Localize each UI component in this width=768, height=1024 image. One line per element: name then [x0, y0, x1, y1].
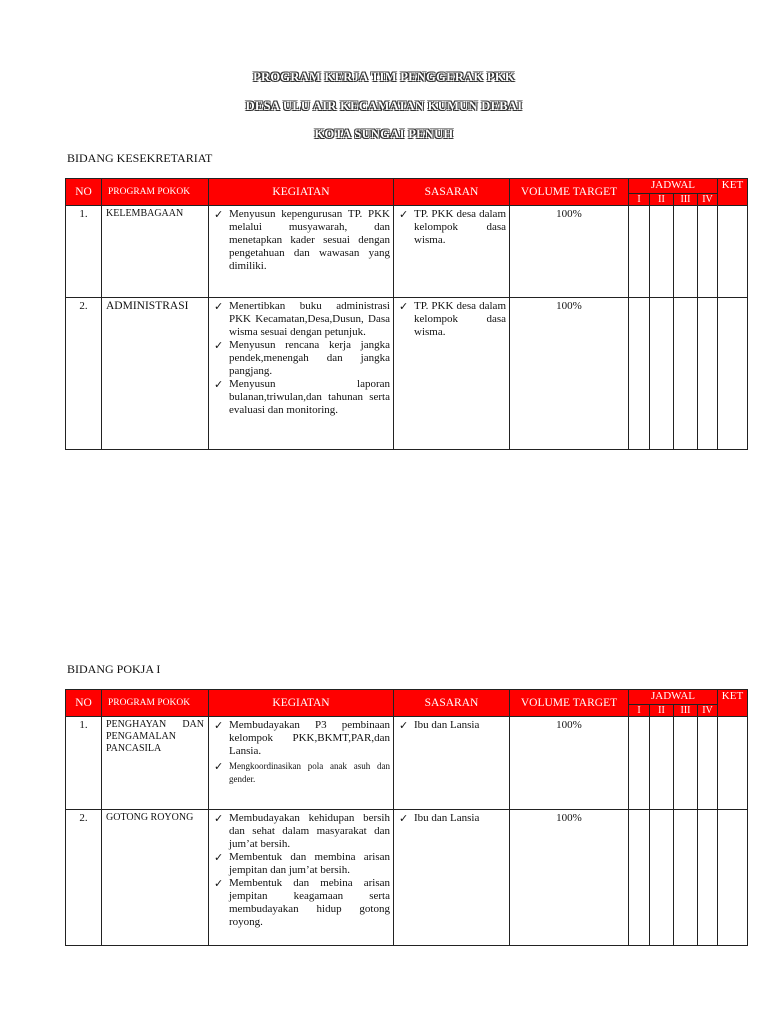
- check-icon: ✓: [214, 208, 224, 221]
- jadwal-cell: [698, 810, 718, 946]
- title-line-3: KOTA SUNGAI PENUH: [314, 127, 454, 141]
- row-number: 1.: [66, 717, 102, 810]
- title-line-2: DESA ULU AIR KECAMATAN KUMUN DEBAI: [245, 99, 523, 113]
- header-no: NO: [66, 690, 102, 717]
- table-row: [66, 298, 748, 450]
- ket-cell: [718, 206, 748, 298]
- kegiatan-cell: [209, 206, 394, 298]
- check-icon: ✓: [399, 812, 409, 825]
- kegiatan-cell: [209, 298, 394, 450]
- table-row: [66, 717, 748, 810]
- sasaran-item: [397, 719, 506, 732]
- header-sasaran: SASARAN: [394, 179, 510, 206]
- kegiatan-cell: [209, 717, 394, 810]
- header-quarter: I: [629, 194, 650, 206]
- kegiatan-text: Menyusun kepengurusan TP. PKK melalui musyawarah, dan menetapkan kader sesuai dengan pengetahuan dan wawasan yang dimiliki.: [229, 208, 390, 272]
- ket-cell: [718, 298, 748, 450]
- sasaran-item: [397, 812, 506, 825]
- title-line-1: PROGRAM KERJA TIM PENGGERAK PKK: [253, 70, 515, 84]
- sasaran-text: TP. PKK desa dalam kelompok dasa wisma.: [414, 300, 506, 338]
- jadwal-cell: [698, 206, 718, 298]
- jadwal-cell: [674, 717, 698, 810]
- jadwal-cell: [674, 206, 698, 298]
- header-kegiatan: KEGIATAN: [209, 179, 394, 206]
- jadwal-cell: [674, 810, 698, 946]
- row-number: 2.: [66, 810, 102, 946]
- ket-cell: [718, 810, 748, 946]
- check-icon: ✓: [214, 300, 224, 313]
- program-pokok-cell: ADMINISTRASI: [102, 298, 209, 450]
- header-quarter: IV: [698, 705, 718, 717]
- check-icon: ✓: [214, 812, 224, 825]
- kegiatan-text: Menyusun laporan bulanan,triwulan,dan tahunan serta evaluasi dan monitoring.: [229, 378, 390, 416]
- jadwal-cell: [674, 298, 698, 450]
- program-table-kesekretariat: [65, 178, 748, 450]
- kegiatan-item: [212, 877, 390, 929]
- table-row: [66, 206, 748, 298]
- kegiatan-item: [212, 208, 390, 273]
- sasaran-cell: [394, 206, 510, 298]
- volume-target-cell: 100%: [510, 717, 629, 810]
- ket-cell: [718, 717, 748, 810]
- section-label-kesekretariat: BIDANG KESEKRETARIAT: [67, 151, 213, 165]
- sasaran-cell: [394, 717, 510, 810]
- jadwal-cell: [650, 810, 674, 946]
- kegiatan-item: [212, 851, 390, 877]
- header-ket: KET: [718, 690, 748, 717]
- header-kegiatan: KEGIATAN: [209, 690, 394, 717]
- sasaran-text: Ibu dan Lansia: [414, 812, 480, 824]
- header-ket: KET: [718, 179, 748, 206]
- table-row: [66, 810, 748, 946]
- header-jadwal: JADWAL: [629, 179, 718, 194]
- check-icon: ✓: [214, 851, 224, 864]
- header-volume-target: VOLUME TARGET: [510, 690, 629, 717]
- program-pokok-cell: KELEMBAGAAN: [102, 206, 209, 298]
- jadwal-cell: [650, 298, 674, 450]
- program-pokok-cell: GOTONG ROYONG: [102, 810, 209, 946]
- check-icon: ✓: [214, 378, 224, 391]
- header-quarter: IV: [698, 194, 718, 206]
- kegiatan-item: [212, 378, 390, 417]
- check-icon: ✓: [214, 719, 224, 732]
- jadwal-cell: [650, 206, 674, 298]
- kegiatan-text: Mengkoordinasikan pola anak asuh dan gender.: [229, 761, 390, 784]
- sasaran-item: [397, 208, 506, 247]
- jadwal-cell: [698, 717, 718, 810]
- kegiatan-item: [212, 300, 390, 339]
- jadwal-cell: [629, 206, 650, 298]
- section-label-pokja-i: BIDANG POKJA I: [67, 662, 161, 676]
- kegiatan-text: Membudayakan P3 pembinaan kelompok PKK,BKMT,PAR,dan Lansia.: [229, 719, 390, 757]
- kegiatan-text: Membentuk dan mebina arisan jempitan keagamaan serta membudayakan hidup gotong royong.: [229, 877, 390, 928]
- row-number: 1.: [66, 206, 102, 298]
- program-pokok-cell: PENGHAYAN DAN PENGAMALAN PANCASILA: [102, 717, 209, 810]
- header-sasaran: SASARAN: [394, 690, 510, 717]
- check-icon: ✓: [214, 877, 224, 890]
- header-program-pokok: PROGRAM POKOK: [102, 179, 209, 206]
- jadwal-cell: [650, 717, 674, 810]
- header-volume-target: VOLUME TARGET: [510, 179, 629, 206]
- header-program-pokok: PROGRAM POKOK: [102, 690, 209, 717]
- kegiatan-item: [212, 719, 390, 758]
- check-icon: ✓: [399, 300, 409, 313]
- sasaran-text: Ibu dan Lansia: [414, 719, 480, 731]
- sasaran-cell: [394, 810, 510, 946]
- kegiatan-text: Membudayakan kehidupan bersih dan sehat dalam masyarakat dan jum’at bersih.: [229, 812, 390, 850]
- header-quarter: II: [650, 705, 674, 717]
- header-quarter: I: [629, 705, 650, 717]
- sasaran-item: [397, 300, 506, 339]
- volume-target-cell: 100%: [510, 298, 629, 450]
- jadwal-cell: [629, 717, 650, 810]
- jadwal-cell: [698, 298, 718, 450]
- volume-target-cell: 100%: [510, 810, 629, 946]
- jadwal-cell: [629, 810, 650, 946]
- header-quarter: III: [674, 194, 698, 206]
- kegiatan-cell: [209, 810, 394, 946]
- kegiatan-item: [212, 339, 390, 378]
- jadwal-cell: [629, 298, 650, 450]
- header-no: NO: [66, 179, 102, 206]
- check-icon: ✓: [399, 208, 409, 221]
- volume-target-cell: 100%: [510, 206, 629, 298]
- kegiatan-text: Menertibkan buku administrasi PKK Kecamatan,Desa,Dusun, Dasa wisma sesuai dengan petunjuk.: [229, 300, 390, 338]
- kegiatan-item: [212, 812, 390, 851]
- header-jadwal: JADWAL: [629, 690, 718, 705]
- program-table-pokja-i: [65, 689, 748, 946]
- header-quarter: II: [650, 194, 674, 206]
- sasaran-cell: [394, 298, 510, 450]
- check-icon: ✓: [214, 339, 224, 352]
- check-icon: ✓: [214, 760, 224, 773]
- header-quarter: III: [674, 705, 698, 717]
- row-number: 2.: [66, 298, 102, 450]
- kegiatan-text: Membentuk dan membina arisan jempitan dan jum’at bersih.: [229, 851, 390, 876]
- kegiatan-item: [212, 760, 390, 786]
- check-icon: ✓: [399, 719, 409, 732]
- sasaran-text: TP. PKK desa dalam kelompok dasa wisma.: [414, 208, 506, 246]
- kegiatan-text: Menyusun rencana kerja jangka pendek,menengah dan jangka pangjang.: [229, 339, 390, 377]
